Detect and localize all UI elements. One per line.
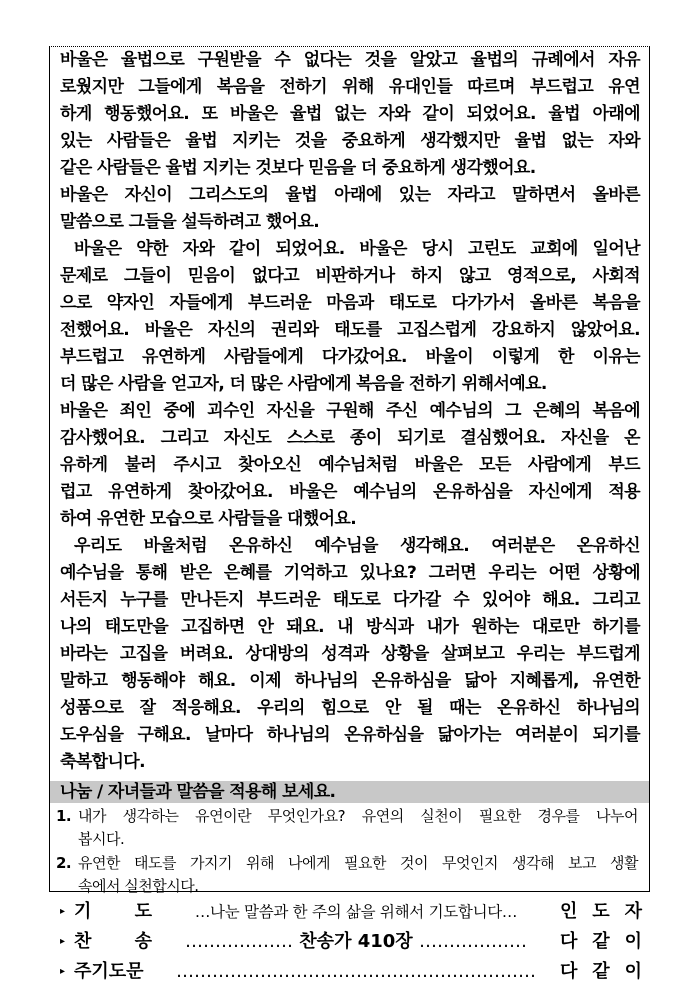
body-line: 말하고 행동해야 해요. 이제 하나님의 온유하심을 닮아 지혜롭게, 유연한 — [60, 671, 640, 691]
body-line: 바라는 고집을 버려요. 상대방의 성격과 상황을 살펴보고 우리는 부드럽게 — [60, 644, 640, 664]
body-line: 서든지 누구를 만나든지 부드러운 태도로 다가갈 수 있어야 해요. 그리고 — [60, 590, 640, 610]
body-line: 있는 사람들은 율법 지키는 것을 중요하게 생각했지만 율법 없는 자와 — [60, 131, 640, 151]
body-line: 말씀으로 그들을 설득하려고 했어요. — [60, 212, 320, 232]
body-line: 바울은 율법으로 구원받을 수 없다는 것을 알았고 율법의 규례에서 자유 — [60, 50, 640, 70]
order-item-hymn — [60, 926, 642, 958]
body-line: 예수님을 통해 받은 은혜를 기억하고 있나요? 그러면 우리는 어떤 상황에 — [60, 563, 640, 583]
body-line: 로웠지만 그들에게 복음을 전하기 위해 유대인들 따르며 부드럽고 유연 — [60, 77, 640, 97]
dot-leader: ……………… — [418, 931, 527, 952]
order-leader: 다 같 이 — [560, 961, 642, 982]
triangle-bullet-icon: ▸ — [60, 966, 66, 977]
body-line: 부드럽고 유연하게 사람들에게 다가갔어요. 바울이 이렇게 한 이유는 — [60, 347, 640, 367]
order-leader: 다 같 이 — [560, 931, 642, 952]
body-line: 하여 유연한 모습으로 사람들을 대했어요. — [60, 509, 357, 529]
hymn-number: 찬송가 410장 — [299, 931, 413, 952]
question-number: 2. — [56, 854, 72, 872]
sharing-title: 나눔 / 자녀들과 말씀을 적용해 보세요. — [60, 782, 336, 802]
body-line: 축복합니다. — [60, 752, 145, 772]
order-description: …나눈 말씀과 한 주의 삶을 위해서 기도합니다… — [194, 903, 518, 921]
body-line: 성품으로 잘 적응해요. 우리의 힘으로 안 될 때는 온유하신 하나님의 — [60, 698, 640, 718]
body-line: 더 많은 사람을 얻고자, 더 많은 사람에게 복음을 전하기 위해서예요. — [60, 374, 547, 394]
body-line: 하게 행동했어요. 또 바울은 율법 없는 자와 같이 되었어요. 율법 아래에 — [60, 104, 640, 124]
question-text: 내가 생각하는 유연이란 무엇인가요? 유연의 실천이 필요한 경우를 나누어 — [78, 807, 638, 825]
order-description — [166, 926, 546, 958]
order-description — [166, 956, 546, 988]
body-line: 바울은 자신이 그리스도의 율법 아래에 있는 자라고 말하면서 올바른 — [60, 185, 640, 205]
body-line: 도우심을 구해요. 날마다 하나님의 온유하심을 닮아가는 여러분이 되기를 — [60, 725, 640, 745]
content-box — [49, 46, 650, 895]
question-number: 1. — [56, 807, 72, 825]
body-line: 럽고 유연하게 찾아갔어요. 바울은 예수님의 온유하심을 자신에게 적용 — [60, 482, 640, 502]
sharing-header-bar — [50, 781, 649, 803]
order-label: 찬 송 — [74, 931, 152, 952]
body-line: 같은 사람들은 율법 지키는 것보다 믿음을 더 중요하게 생각했어요. — [60, 158, 536, 178]
question-2 — [56, 851, 640, 875]
body-line: 으로 약자인 자들에게 부드러운 마음과 태도로 다가가서 올바른 복음을 — [60, 293, 640, 313]
body-line: 문제로 그들이 믿음이 없다고 비판하거나 하지 않고 영적으로, 사회적 — [60, 266, 640, 286]
order-leader: 인 도 자 — [560, 901, 642, 922]
order-item-lords-prayer — [60, 956, 642, 988]
question-text: 속에서 실천합시다. — [78, 877, 199, 895]
question-1 — [56, 804, 640, 828]
dot-leader: …………………………………………………… — [176, 961, 536, 982]
question-2-continued — [78, 874, 662, 898]
triangle-bullet-icon: ▸ — [60, 906, 66, 917]
order-label: 주기도문 — [74, 961, 144, 982]
question-1-continued — [78, 827, 662, 851]
question-text: 봅시다. — [78, 830, 125, 848]
body-line: 바울은 죄인 중에 괴수인 자신을 구원해 주신 예수님의 그 은혜의 복음에 — [60, 401, 640, 421]
body-line: 전했어요. 바울은 자신의 권리와 태도를 고집스럽게 강요하지 않았어요. — [60, 320, 640, 340]
body-line: 나의 태도만을 고집하면 안 돼요. 내 방식과 내가 원하는 대로만 하기를 — [60, 617, 640, 637]
body-line: 바울은 약한 자와 같이 되었어요. 바울은 당시 고린도 교회에 일어난 — [74, 239, 640, 259]
dot-leader: ……………… — [185, 931, 294, 952]
order-label: 기 도 — [74, 901, 152, 922]
order-item-prayer — [60, 896, 642, 928]
body-line: 감사했어요. 그리고 자신도 스스로 종이 되기로 결심했어요. 자신을 온 — [60, 428, 640, 448]
body-line: 우리도 바울처럼 온유하신 예수님을 생각해요. 여러분은 온유하신 — [74, 536, 640, 556]
question-text: 유연한 태도를 가지기 위해 나에게 필요한 것이 무엇인지 생각해 보고 생활 — [78, 854, 638, 872]
body-line: 유하게 불러 주시고 찾아오신 예수님처럼 바울은 모든 사람에게 부드 — [60, 455, 640, 475]
triangle-bullet-icon: ▸ — [60, 936, 66, 947]
